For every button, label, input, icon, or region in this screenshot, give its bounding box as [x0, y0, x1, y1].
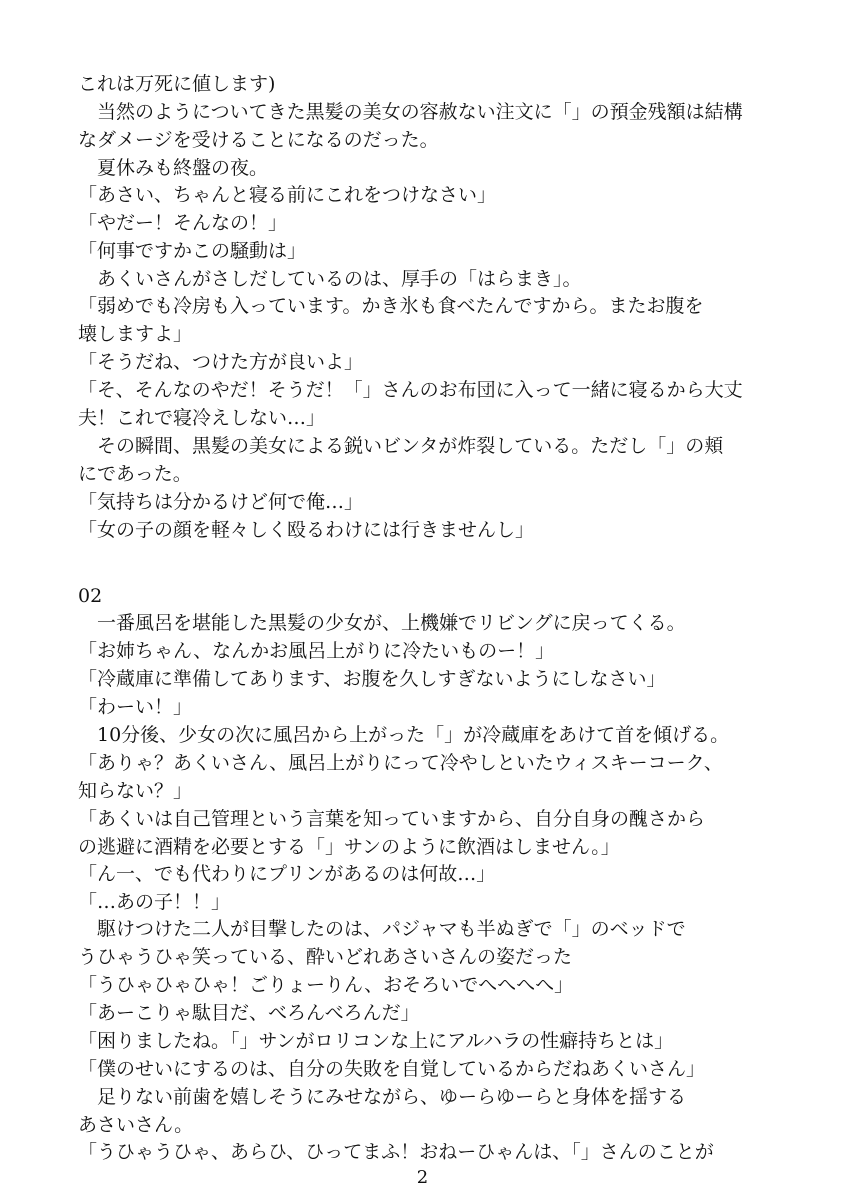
text-line: 「弱めでも冷房も入っています。かき氷も食べたんですから。またお腹を — [78, 295, 704, 317]
text-line: 「やだー！そんなの！」 — [78, 212, 288, 234]
text-line: 壊しますよ」 — [78, 323, 193, 345]
text-line: 10分後、少女の次に風呂から上がった「」が冷蔵庫をあけて首を傾げる。 — [78, 724, 730, 746]
text-line: 「あさい、ちゃんと寝る前にこれをつけなさい」 — [78, 184, 497, 206]
text-line: 「わーい！」 — [78, 696, 193, 718]
text-line: 「ありゃ？あくいさん、風呂上がりにって冷やしといたウィスキーコーク、 — [78, 752, 723, 774]
text-line: 「ん一、でも代わりにプリンがあるのは何故…」 — [78, 863, 496, 885]
page-number: 2 — [416, 1167, 429, 1188]
text-line: にであった。 — [78, 463, 192, 485]
text-line: 夫！これで寝冷えしない…」 — [78, 407, 326, 429]
text-line: 一番風呂を堪能した黒髪の少女が、上機嫌でリビングに戻ってくる。 — [78, 612, 686, 634]
text-line: うひゃうひゃ笑っている、酔いどれあさいさんの姿だった — [78, 946, 573, 968]
text-line: 当然のようについてきた黒髪の美女の容赦ない注文に「」の預金残額は結構 — [78, 101, 743, 123]
text-line: 「冷蔵庫に準備してあります、お腹を久しすぎないようにしなさい」 — [78, 668, 666, 690]
text-line: 「うひゃひゃひゃ！ごりょーりん、おそろいでへへへへ」 — [78, 974, 574, 996]
text-line: 知らない？」 — [78, 780, 193, 802]
text-line: 「女の子の顔を軽々しく殴るわけには行きませんし」 — [78, 519, 535, 541]
text-line: 「そうだね、つけた方が良いよ」 — [78, 351, 364, 373]
text-line: あくいさんがさしだしているのは、厚手の「はらまき」。 — [78, 268, 582, 290]
text-line: 「気持ちは分かるけど何で俺…」 — [78, 491, 364, 513]
text-line: これは万死に値します) — [78, 73, 276, 95]
text-line: 「あくいは自己管理という言葉を知っていますから、自分自身の醜さから — [78, 808, 706, 830]
text-line: その瞬間、黒髪の美女による鋭いビンタが炸裂している。ただし「」の頬 — [78, 435, 724, 457]
text-line: 「…あの子！！」 — [78, 891, 231, 913]
text-line: 夏休みも終盤の夜。 — [78, 157, 269, 179]
text-line: 駆けつけた二人が目撃したのは、パジャマも半ぬぎで「」のベッドで — [78, 918, 686, 940]
text-line: 「困りましたね。「」サンがロリコンな上にアルハラの性癖持ちとは」 — [78, 1030, 674, 1052]
text-line: 「うひゃうひゃ、あらひ、ひってまふ！おねーひゃんは、「」さんのことが — [78, 1141, 714, 1163]
text-line: 「あーこりゃ駄目だ、べろんべろんだ」 — [78, 1002, 420, 1024]
text-line: あさいさん。 — [78, 1114, 194, 1136]
text-line: 「何事ですかこの騒動は」 — [78, 240, 307, 262]
text-line: 足りない前歯を嬉しそうにみせながら、ゆーらゆーらと身体を揺する — [78, 1086, 687, 1108]
text-line: 「お姉ちゃん、なんかお風呂上がりに冷たいものー！」 — [78, 640, 555, 662]
text-line: 02 — [78, 585, 103, 607]
text-line: の逃避に酒精を必要とする「」サンのように飲酒はしません。」 — [78, 836, 620, 858]
text-line: 「そ、そんなのやだ！そうだ！「」さんのお布団に入って一緒に寝るから大丈 — [78, 379, 743, 401]
text-line: 「僕のせいにするのは、自分の失敗を自覚しているからだねあくいさん」 — [78, 1058, 706, 1080]
text-line: なダメージを受けることになるのだった。 — [78, 129, 439, 151]
